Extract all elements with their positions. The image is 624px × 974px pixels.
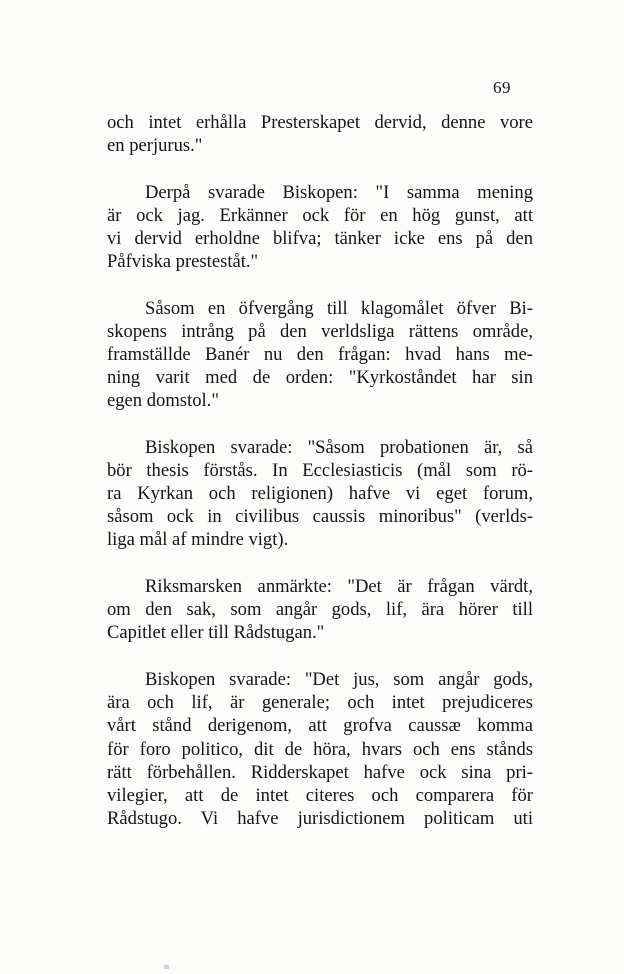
paragraph bbox=[107, 181, 533, 273]
text-line: Riksmarsken anmärkte: "Det är frågan värdt, bbox=[145, 576, 533, 598]
paragraph bbox=[107, 436, 533, 551]
text-line: vårt stånd derigenom, att grofva caussæ komma bbox=[107, 715, 533, 737]
text-line: för foro politico, dit de höra, hvars och ens stånds bbox=[107, 738, 533, 760]
text-line: Biskopen svarade: "Såsom probationen är, så bbox=[145, 437, 533, 459]
text-line: Biskopen svarade: "Det jus, som angår gods, bbox=[145, 669, 533, 691]
text-line: ära och lif, är generale; och intet prejudiceres bbox=[107, 692, 533, 714]
text-line: såsom ock in civilibus caussis minoribus" (verlds- bbox=[107, 506, 533, 528]
text-line: framställde Banér nu den frågan: hvad hans me- bbox=[107, 344, 533, 366]
text-line: rätt förbehållen. Ridderskapet hafve ock sina pri- bbox=[107, 761, 533, 783]
paragraph bbox=[107, 111, 533, 157]
page-speck bbox=[164, 965, 169, 969]
text-line: egen domstol." bbox=[107, 390, 219, 412]
text-line: är ock jag. Erkänner ock för en hög gunst, att bbox=[107, 204, 533, 226]
text-line: Capitlet eller till Rådstugan." bbox=[107, 622, 325, 644]
body-text bbox=[107, 111, 533, 830]
text-line: vi dervid erholdne blifva; tänker icke ens på den bbox=[107, 228, 533, 250]
text-line: vilegier, att de intet citeres och comparera för bbox=[107, 784, 533, 806]
text-line: ning varit med de orden: "Kyrkoståndet har sin bbox=[107, 367, 533, 389]
text-line: Påfviska presteståt." bbox=[107, 251, 259, 273]
text-line: skopens intrång på den verldsliga rättens område, bbox=[107, 321, 533, 343]
paragraph bbox=[107, 668, 533, 830]
page-number: 69 bbox=[493, 78, 511, 97]
paragraph bbox=[107, 575, 533, 644]
paragraph bbox=[107, 297, 533, 412]
text-line: ra Kyrkan och religionen) hafve vi eget forum, bbox=[107, 483, 533, 505]
text-line: och intet erhålla Presterskapet dervid, denne vore bbox=[107, 112, 533, 133]
text-line: Såsom en öfvergång till klagomålet öfver Bi- bbox=[145, 297, 533, 319]
text-line: Rådstugo. Vi hafve jurisdictionem politicam uti bbox=[107, 807, 533, 829]
text-line: Derpå svarade Biskopen: "I samma mening bbox=[145, 181, 533, 203]
text-line: bör thesis förstås. In Ecclesiasticis (mål som rö- bbox=[107, 460, 533, 482]
text-line: en perjurus." bbox=[107, 135, 203, 157]
text-line: liga mål af mindre vigt). bbox=[107, 529, 289, 551]
text-line: om den sak, som angår gods, lif, ära hörer till bbox=[107, 599, 533, 621]
